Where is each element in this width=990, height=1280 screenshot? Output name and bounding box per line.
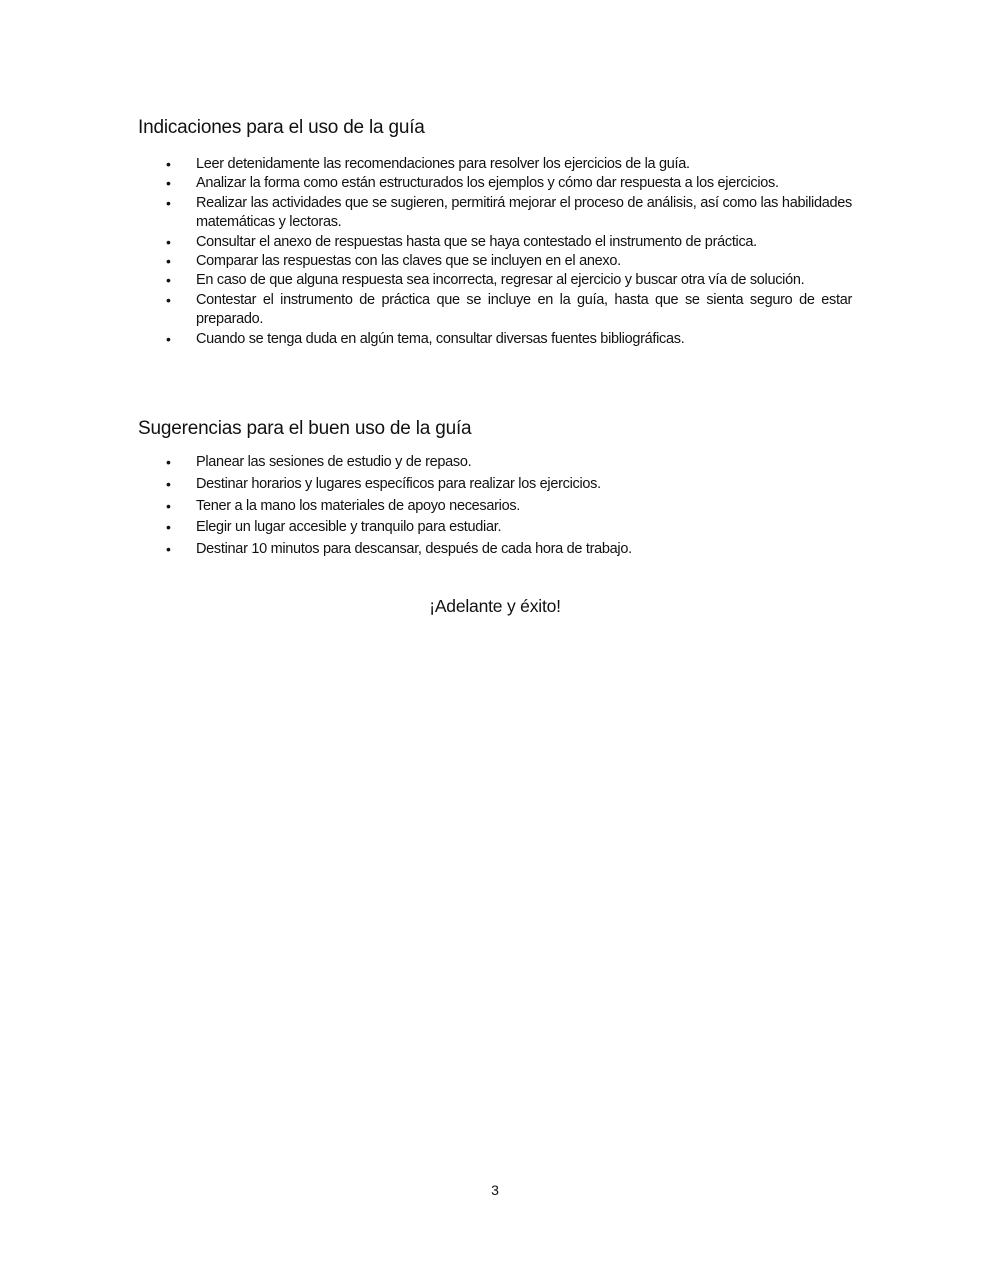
list-item: • Consultar el anexo de respuestas hasta que se haya contestado el instrumento de práctica. xyxy=(166,233,852,252)
closing-message: ¡Adelante y éxito! xyxy=(429,596,561,616)
list-item: • Comparar las respuestas con las claves que se incluyen en el anexo. xyxy=(166,252,852,271)
list-item: • Realizar las actividades que se sugieren, permitirá mejorar el proceso de análisis, así como las habilidades matemáticas y lectoras. xyxy=(166,194,852,233)
section-heading-indicaciones: Indicaciones para el uso de la guía xyxy=(138,117,425,138)
list-item: • Leer detenidamente las recomendaciones para resolver los ejercicios de la guía. xyxy=(166,155,852,174)
list-item: • Analizar la forma como están estructurados los ejemplos y cómo dar respuesta a los ejercicios. xyxy=(166,174,852,193)
section-heading-sugerencias: Sugerencias para el buen uso de la guía xyxy=(138,418,472,439)
list-item: • En caso de que alguna respuesta sea incorrecta, regresar al ejercicio y buscar otra vía de solución. xyxy=(166,271,852,290)
list-item: • Cuando se tenga duda en algún tema, consultar diversas fuentes bibliográficas. xyxy=(166,330,852,349)
list-item: • Destinar horarios y lugares específicos para realizar los ejercicios. xyxy=(166,474,852,496)
indicaciones-list xyxy=(166,155,852,349)
page-number: 3 xyxy=(491,1182,499,1198)
list-item: • Tener a la mano los materiales de apoyo necesarios. xyxy=(166,496,852,518)
sugerencias-list xyxy=(166,452,852,561)
list-item: • Planear las sesiones de estudio y de repaso. xyxy=(166,452,852,474)
list-item: • Elegir un lugar accesible y tranquilo para estudiar. xyxy=(166,517,852,539)
list-item: • Contestar el instrumento de práctica que se incluye en la guía, hasta que se sienta seguro de estar preparado. xyxy=(166,291,852,330)
list-item: • Destinar 10 minutos para descansar, después de cada hora de trabajo. xyxy=(166,539,852,561)
